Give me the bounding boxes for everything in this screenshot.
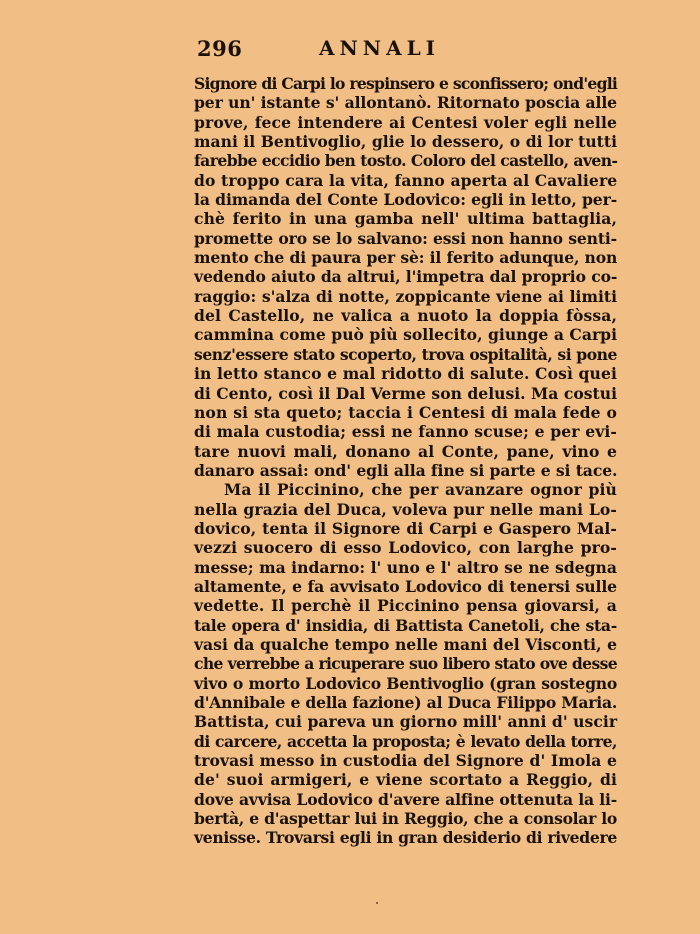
text-line: mento che di paura per sè: il ferito adunque, non [194, 248, 618, 268]
text-line: Ma il Piccinino, che per avanzare ognor più [224, 480, 617, 500]
text-line: do troppo cara la vita, fanno aperta al Cavaliere [194, 170, 618, 190]
text-line: promette oro se lo salvano: essi non hanno senti- [194, 228, 617, 248]
text-line: tare nuovi mali, donano al Conte, pane, vino e [194, 441, 617, 461]
text-line: nella grazia del Duca, voleva pur nelle mani Lo- [194, 499, 617, 519]
text-line: trovasi messo in custodia del Signore d' Imola e [194, 751, 617, 771]
text-line: di carcere, accetta la proposta; è levato della torre, [194, 731, 617, 751]
text-line: dovico, tenta il Signore di Carpi e Gaspero Mal- [194, 518, 617, 538]
text-line: farebbe eccidio ben tosto. Coloro del castello, aven- [194, 151, 618, 171]
text-line: per un' istante s' allontanò. Ritornato poscia alle [194, 93, 617, 113]
text-line: venisse. Trovarsi egli in gran desiderio di rivedere [194, 828, 618, 848]
text-body [194, 74, 617, 848]
text-line: del Castello, ne valica a nuoto la doppia fòssa, [194, 306, 617, 326]
text-line: tale opera d' insidia, di Battista Canetoli, che sta- [194, 615, 617, 635]
text-line: senz'essere stato scoperto, trova ospitalità, si pone [194, 344, 617, 364]
text-line: la dimanda del Conte Lodovico: egli in letto, per- [194, 190, 618, 210]
text-line: vasi da qualche tempo nelle mani del Visconti, e [194, 634, 617, 654]
text-line: altamente, e fa avvisato Lodovico di tenersi sulle [194, 576, 617, 596]
text-line: di Cento, così il Dal Verme son delusi. Ma costui [194, 383, 617, 403]
text-line: vivo o morto Lodovico Bentivoglio (gran sostegno [194, 673, 617, 693]
text-line: bertà, e d'aspettar lui in Reggio, che a consolar lo [194, 809, 617, 829]
text-line: in letto stanco e mal ridotto di salute. Così quei [194, 364, 617, 384]
paper-speck [376, 902, 378, 904]
text-line: mani il Bentivoglio, glie lo dessero, o di lor tutti [194, 132, 617, 152]
text-line: vedette. Il perchè il Piccinino pensa giovarsi, a [194, 596, 617, 616]
text-line: d'Annibale e della fazione) al Duca Filippo Maria. [194, 693, 618, 712]
text-line: prove, fece intendere ai Centesi voler egli nelle [194, 112, 617, 132]
text-line: dove avvisa Lodovico d'avere alfine ottenuta la li- [194, 789, 618, 809]
text-line: di mala custodia; essi ne fanno scuse; e per evi- [194, 422, 617, 442]
text-line: chè ferito in una gamba nell' ultima battaglia, [194, 209, 617, 229]
page-number: 296 [197, 36, 243, 61]
text-line: de' suoi armigeri, e viene scortato a Reggio, di [194, 770, 617, 790]
text-line: non si sta queto; taccia i Centesi di mala fede o [194, 402, 617, 422]
text-line: Battista, cui pareva un giorno mill' anni d' uscir [194, 712, 618, 732]
paragraph-1 [194, 74, 617, 480]
text-line: vedendo aiuto da altrui, l'impetra dal proprio co- [194, 267, 618, 287]
page-header [195, 36, 620, 62]
text-line: che verrebbe a ricuperare suo libero stato ove desse [194, 654, 617, 674]
text-line: Signore di Carpi lo respinsero e sconfissero; ond'egli [194, 74, 618, 93]
text-line: danaro assai: ond' egli alla fine si parte e si tace. [194, 460, 618, 480]
paragraph-2 [194, 480, 617, 848]
text-line: messe; ma indarno: l' uno e l' altro se ne sdegna [194, 557, 617, 577]
text-line: raggio: s'alza di notte, zoppicante viene ai limiti [194, 286, 617, 306]
text-line: cammina come può più sollecito, giunge a Carpi [194, 325, 617, 345]
running-head: ANNALI [319, 36, 441, 60]
text-line: vezzi suocero di esso Lodovico, con larghe pro- [194, 538, 617, 558]
